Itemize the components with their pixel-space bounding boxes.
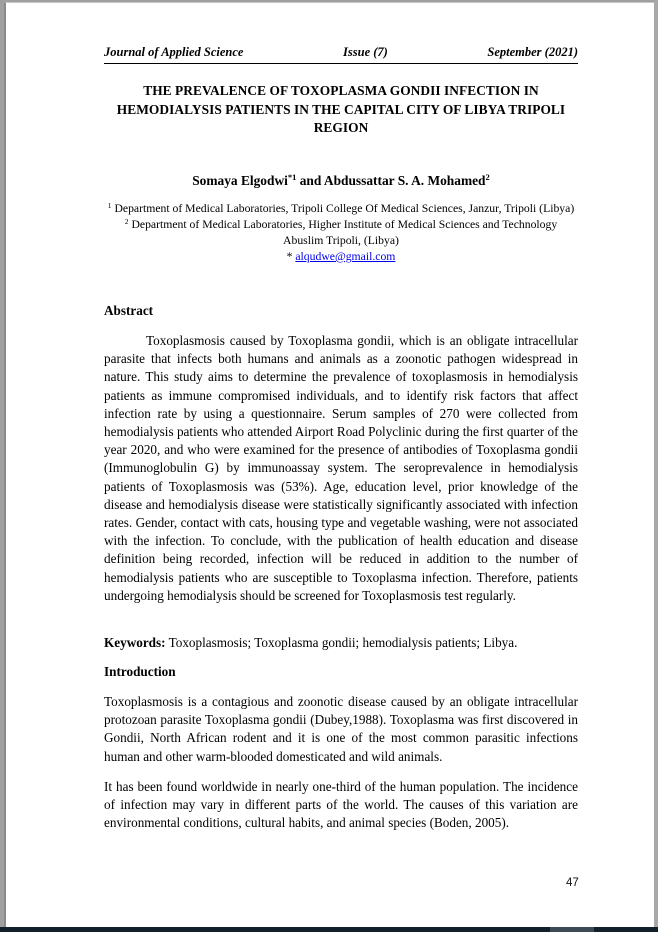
journal-name: Journal of Applied Science <box>104 45 244 59</box>
corresponding-author <box>104 249 578 265</box>
affiliation-text: Department of Medical Laboratories, Tripoli College Of Medical Sciences, Janzur, Tripoli (Libya) <box>111 202 575 215</box>
horizontal-scrollbar[interactable] <box>0 927 658 932</box>
article-title: THE PREVALENCE OF TOXOPLASMA GONDII INFECTION IN HEMODIALYSIS PATIENTS IN THE CAPITAL CITY OF LIBYA TRIPOLI REGION <box>116 83 566 135</box>
affiliation-1 <box>104 201 578 217</box>
corresponding-mark: * <box>286 250 296 263</box>
keywords-text: Toxoplasmosis; Toxoplasma gondii; hemodialysis patients; Libya. <box>165 635 518 650</box>
affiliation-2 <box>104 217 578 249</box>
scrollbar-thumb[interactable] <box>550 927 594 932</box>
pdf-page <box>4 2 654 927</box>
affiliation-mark: 2 <box>124 217 129 226</box>
affiliation-text: Department of Medical Laboratories, Higher Institute of Medical Sciences and Technology Abuslim Tripoli, (Libya) <box>128 218 558 247</box>
author-mark: *1 <box>287 172 297 182</box>
abstract-text: Toxoplasmosis caused by Toxoplasma gondii, which is an obligate intracellular parasite that infects both humans and animals as a zoonotic pathogen widespread in nature. This study aims to determine the prevalence of toxoplasmosis in hemodialysis patients as immune compromised individuals, and to identify risk factors that affect infection rate by using a questionnaire. Serum samples of 270 were collected from hemodialysis patients who attended Airport Road Polyclinic during the first quarter of the year 2020, and who were examined for the presence of antibodies of Toxoplasma gondii (Immunoglobulin G) by immunoassay system. The seroprevalence in hemodialysis patients of Toxoplasmosis was (53%). Age, education level, prior knowledge of the disease and hemodialysis disease were statistically significantly associated with infection rates. Gender, contact with cats, housing type and vegetable washing, were not associated with the infection. To conclude, with the publication of health education and disease definition being recorded, infection will be reduced in addition to the number of hemodialysis patients who are susceptible to Toxoplasma infection. Therefore, patients undergoing hemodialysis should be screened for Toxoplasmosis test regularly. <box>104 333 578 603</box>
affiliation-mark: 1 <box>107 201 112 210</box>
email-link[interactable]: alqudwe@gmail.com <box>295 250 396 263</box>
author-joiner: and <box>296 173 324 188</box>
page-edge-shadow <box>654 0 658 927</box>
keywords-label: Keywords: <box>104 635 166 650</box>
keywords <box>104 634 578 652</box>
intro-paragraph-2: It has been found worldwide in nearly one-third of the human population. The incidence of infection may vary in different parts of the world. The causes of this variation are environmental conditions, cultural habits, and animal species (Boden, 2005). <box>104 779 578 831</box>
introduction-heading: Introduction <box>104 664 176 679</box>
author-name: Abdussattar S. A. Mohamed <box>323 173 486 188</box>
affiliations <box>104 201 578 265</box>
abstract-heading: Abstract <box>104 303 154 318</box>
author-mark: 2 <box>485 172 490 182</box>
running-header <box>104 45 578 64</box>
issue-date: September (2021) <box>487 45 578 59</box>
issue-number: Issue (7) <box>343 45 388 59</box>
intro-paragraph-1: Toxoplasmosis is a contagious and zoonotic disease caused by an obligate intracellular protozoan parasite Toxoplasma gondii (Dubey,1988). Toxoplasma was first discovered in Gondii, North African rodent and it is one of the most common parasitic infections human and other warm-blooded domesticated and wild animals. <box>104 694 578 764</box>
author-name: Somaya Elgodwi <box>192 173 288 188</box>
author-line <box>104 173 578 189</box>
page-number: 47 <box>566 877 579 889</box>
